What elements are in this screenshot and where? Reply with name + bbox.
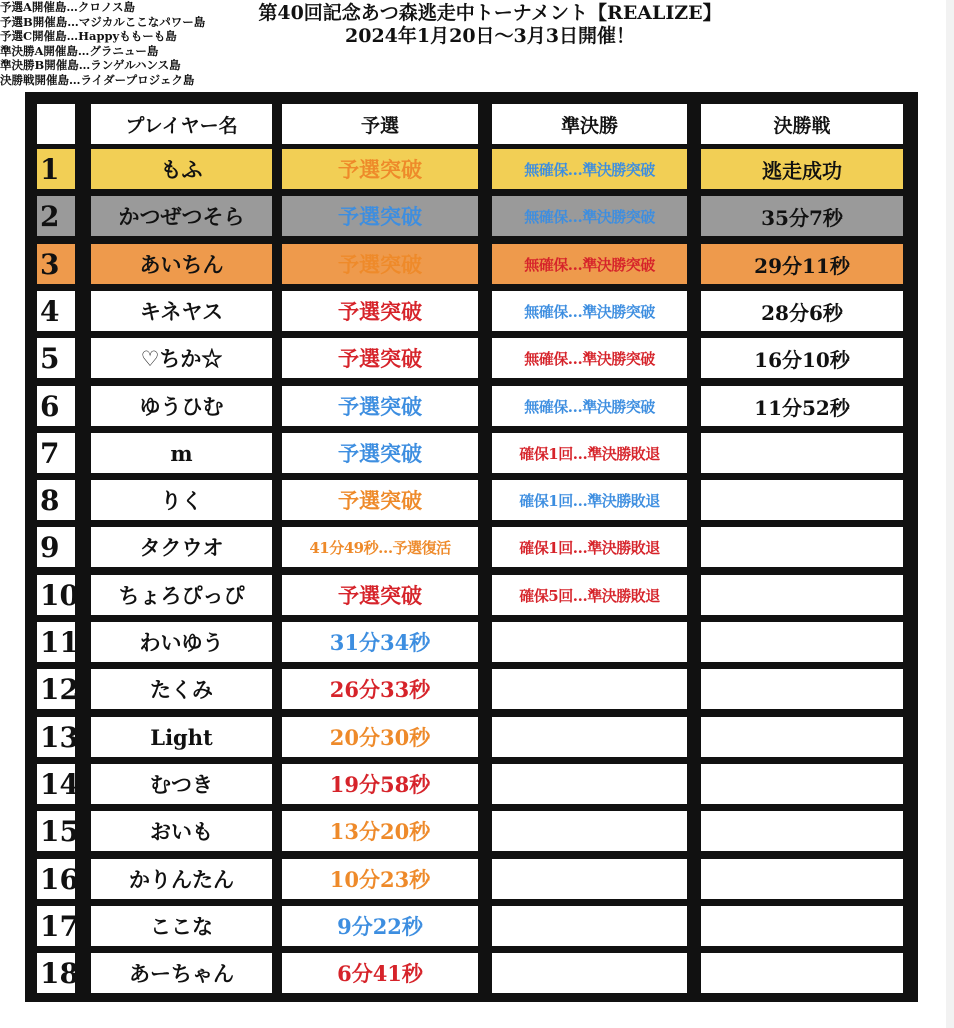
table-row bbox=[25, 906, 918, 946]
table-row bbox=[25, 953, 918, 993]
venue-note: 決勝戦開催島…ライダープロジェク島 bbox=[0, 72, 195, 87]
semifinal-result-cell bbox=[492, 953, 687, 993]
venue-note: 準決勝B開催島…ランゲルハンス島 bbox=[0, 58, 181, 72]
semifinal-result-cell: 無確保…準決勝突破 bbox=[492, 196, 687, 236]
player-name-cell: あいちん bbox=[91, 244, 272, 284]
rank-cell: 17 bbox=[37, 906, 75, 946]
rank-cell: 2 bbox=[37, 196, 75, 236]
semifinal-result-cell bbox=[492, 622, 687, 662]
prelim-result-cell: 41分49秒…予選復活 bbox=[282, 527, 478, 567]
final-result-cell bbox=[701, 859, 903, 899]
table-row bbox=[25, 149, 918, 189]
semifinal-result-cell: 確保1回…準決勝敗退 bbox=[492, 480, 687, 520]
final-result-cell: 16分10秒 bbox=[701, 338, 903, 378]
prelim-result-cell: 予選突破 bbox=[282, 291, 478, 331]
player-name-cell: りく bbox=[91, 480, 272, 520]
semifinal-result-cell: 無確保…準決勝突破 bbox=[492, 244, 687, 284]
final-result-cell bbox=[701, 906, 903, 946]
rank-cell: 7 bbox=[37, 433, 75, 473]
header-prelim: 予選 bbox=[282, 104, 478, 144]
semifinal-result-cell: 無確保…準決勝突破 bbox=[492, 291, 687, 331]
prelim-result-cell: 予選突破 bbox=[282, 196, 478, 236]
title-line-dates: 2024年1月20日～3月3日開催！ bbox=[345, 25, 635, 47]
semifinal-result-cell: 確保1回…準決勝敗退 bbox=[492, 527, 687, 567]
prelim-result-cell: 31分34秒 bbox=[282, 622, 478, 662]
table-row bbox=[25, 196, 918, 236]
prelim-result-cell: 予選突破 bbox=[282, 386, 478, 426]
table-row bbox=[25, 717, 918, 757]
rank-cell: 10 bbox=[37, 575, 75, 615]
prelim-result-cell: 6分41秒 bbox=[282, 953, 478, 993]
table-row bbox=[25, 669, 918, 709]
semifinal-result-cell bbox=[492, 811, 687, 851]
prelim-result-cell: 26分33秒 bbox=[282, 669, 478, 709]
player-name-cell: たくみ bbox=[91, 669, 272, 709]
prelim-result-cell: 予選突破 bbox=[282, 433, 478, 473]
prelim-result-cell: 予選突破 bbox=[282, 149, 478, 189]
rank-cell: 1 bbox=[37, 149, 75, 189]
header-semifinal: 準決勝 bbox=[492, 104, 687, 144]
table-row bbox=[25, 575, 918, 615]
final-result-cell bbox=[701, 717, 903, 757]
semifinal-result-cell bbox=[492, 906, 687, 946]
final-result-cell bbox=[701, 622, 903, 662]
page-title bbox=[210, 2, 770, 48]
player-name-cell: ♡ちか☆ bbox=[91, 338, 272, 378]
prelim-result-cell: 13分20秒 bbox=[282, 811, 478, 851]
table-row bbox=[25, 244, 918, 284]
final-result-cell bbox=[701, 811, 903, 851]
rank-cell: 4 bbox=[37, 291, 75, 331]
player-name-cell: むつき bbox=[91, 764, 272, 804]
semifinal-result-cell bbox=[492, 717, 687, 757]
rank-cell: 18 bbox=[37, 953, 75, 993]
venue-note: 予選C開催島…Happyももーも島 bbox=[0, 29, 177, 43]
table-row bbox=[25, 811, 918, 851]
semifinal-result-cell bbox=[492, 764, 687, 804]
rank-cell: 14 bbox=[37, 764, 75, 804]
rank-cell: 12 bbox=[37, 669, 75, 709]
rank-cell: 15 bbox=[37, 811, 75, 851]
prelim-result-cell: 予選突破 bbox=[282, 244, 478, 284]
semifinal-result-cell: 無確保…準決勝突破 bbox=[492, 386, 687, 426]
final-result-cell bbox=[701, 669, 903, 709]
table-row bbox=[25, 622, 918, 662]
venue-note: 準決勝A開催島…グラニュー島 bbox=[0, 43, 159, 58]
semifinal-result-cell bbox=[492, 669, 687, 709]
prelim-result-cell: 予選突破 bbox=[282, 338, 478, 378]
table-row bbox=[25, 386, 918, 426]
rank-cell: 8 bbox=[37, 480, 75, 520]
rank-cell: 9 bbox=[37, 527, 75, 567]
player-name-cell: かりんたん bbox=[91, 859, 272, 899]
player-name-cell: ゆうひむ bbox=[91, 386, 272, 426]
table-row bbox=[25, 433, 918, 473]
table-row bbox=[25, 764, 918, 804]
prelim-result-cell: 9分22秒 bbox=[282, 906, 478, 946]
venue-note: 予選A開催島…クロノス島 bbox=[0, 0, 135, 14]
table-row bbox=[25, 291, 918, 331]
table-row bbox=[25, 338, 918, 378]
header-player-name: プレイヤー名 bbox=[91, 104, 272, 144]
header-final: 決勝戦 bbox=[701, 104, 903, 144]
player-name-cell: かつぜつそら bbox=[91, 196, 272, 236]
semifinal-result-cell: 確保5回…準決勝敗退 bbox=[492, 575, 687, 615]
rank-cell: 6 bbox=[37, 386, 75, 426]
final-result-cell bbox=[701, 764, 903, 804]
title-line-main: 第40回記念あつ森逃走中トーナメント【REALIZE】 bbox=[258, 2, 722, 24]
venue-note: 予選B開催島…マジカルここなパワー島 bbox=[0, 14, 206, 29]
results-table bbox=[25, 92, 918, 1002]
semifinal-result-cell: 無確保…準決勝突破 bbox=[492, 149, 687, 189]
player-name-cell: ここな bbox=[91, 906, 272, 946]
final-result-cell: 11分52秒 bbox=[701, 386, 903, 426]
semifinal-result-cell: 確保1回…準決勝敗退 bbox=[492, 433, 687, 473]
player-name-cell: ちょろぴっぴ bbox=[91, 575, 272, 615]
prelim-result-cell: 予選突破 bbox=[282, 480, 478, 520]
player-name-cell: おいも bbox=[91, 811, 272, 851]
rank-cell: 3 bbox=[37, 244, 75, 284]
semifinal-result-cell bbox=[492, 859, 687, 899]
player-name-cell: わいゆう bbox=[91, 622, 272, 662]
player-name-cell: キネヤス bbox=[91, 291, 272, 331]
scroll-edge bbox=[946, 0, 954, 1028]
final-result-cell: 28分6秒 bbox=[701, 291, 903, 331]
rank-cell: 11 bbox=[37, 622, 75, 662]
prelim-result-cell: 予選突破 bbox=[282, 575, 478, 615]
header-rank bbox=[37, 104, 75, 144]
final-result-cell bbox=[701, 433, 903, 473]
player-name-cell: m bbox=[91, 433, 272, 473]
table-header bbox=[25, 104, 918, 144]
final-result-cell bbox=[701, 527, 903, 567]
player-name-cell: タクウオ bbox=[91, 527, 272, 567]
player-name-cell: もふ bbox=[91, 149, 272, 189]
rank-cell: 16 bbox=[37, 859, 75, 899]
rank-cell: 5 bbox=[37, 338, 75, 378]
table-row bbox=[25, 859, 918, 899]
player-name-cell: Light bbox=[91, 717, 272, 757]
semifinal-result-cell: 無確保…準決勝突破 bbox=[492, 338, 687, 378]
final-result-cell: 35分7秒 bbox=[701, 196, 903, 236]
final-result-cell: 逃走成功 bbox=[701, 149, 903, 189]
final-result-cell bbox=[701, 575, 903, 615]
table-row bbox=[25, 527, 918, 567]
final-result-cell: 29分11秒 bbox=[701, 244, 903, 284]
prelim-result-cell: 20分30秒 bbox=[282, 717, 478, 757]
final-result-cell bbox=[701, 480, 903, 520]
rank-cell: 13 bbox=[37, 717, 75, 757]
final-result-cell bbox=[701, 953, 903, 993]
prelim-result-cell: 19分58秒 bbox=[282, 764, 478, 804]
prelim-result-cell: 10分23秒 bbox=[282, 859, 478, 899]
table-row bbox=[25, 480, 918, 520]
player-name-cell: あーちゃん bbox=[91, 953, 272, 993]
